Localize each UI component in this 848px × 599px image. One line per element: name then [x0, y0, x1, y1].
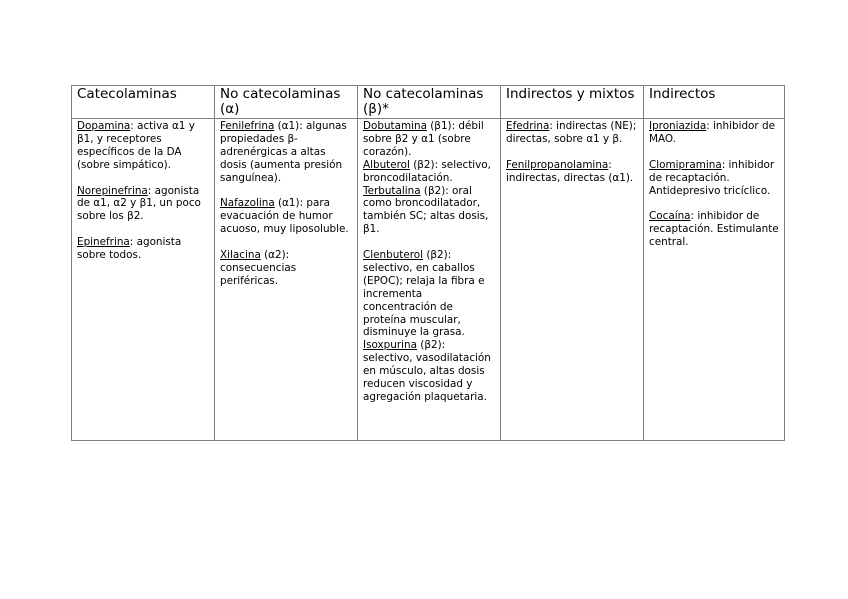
drug-name: Clomipramina [649, 158, 722, 171]
drug-description: : indirectas, directas (α1). [506, 158, 634, 184]
cell-no-catecolaminas-beta [358, 119, 501, 441]
drug-name: Terbutalina [363, 184, 421, 197]
drug-entry [77, 185, 210, 224]
drug-entry [363, 159, 496, 185]
drug-entry [220, 120, 353, 185]
drug-name: Clenbuterol [363, 249, 424, 262]
drug-description: (β2): selectivo, en caballos (EPOC); relaja la fibra e incrementa concentración de proteína muscular, disminuye la grasa. [363, 249, 485, 339]
drug-name: Iproniazida [649, 120, 707, 132]
drug-entry [506, 120, 639, 146]
drug-description: : activa α1 y β1, y receptores específicos de la DA (sobre simpático). [77, 120, 195, 171]
drug-entry [77, 236, 210, 262]
header-catecolaminas: Catecolaminas [72, 86, 215, 119]
drug-description: : inhibidor de recaptación. Antidepresivo tricíclico. [649, 158, 775, 197]
drug-name: Dopamina [77, 120, 131, 132]
drug-entry [506, 159, 639, 185]
paragraph-spacer [506, 146, 639, 159]
table-header-row [72, 86, 785, 119]
drug-description: (β2): oral como broncodilatador, también SC; altas dosis, β1. [363, 184, 489, 236]
drug-name: Efedrina [506, 120, 550, 132]
drug-name: Dobutamina [363, 120, 427, 132]
paragraph-spacer [220, 236, 353, 249]
drug-entry [649, 210, 780, 249]
drug-description: (β2): selectivo, vasodilatación en músculo, altas dosis reducen viscosidad y agregación plaquetaria. [363, 339, 491, 404]
drug-entry [77, 120, 210, 172]
paragraph-spacer [220, 185, 353, 198]
paragraph-spacer [77, 172, 210, 185]
header-indirectos: Indirectos [644, 86, 785, 119]
drug-entry [220, 197, 353, 236]
drug-entry [649, 120, 780, 146]
drug-description: : indirectas (NE); directas, sobre α1 y β. [506, 120, 637, 145]
table-row [72, 119, 785, 441]
drug-description: (α2): consecuencias periféricas. [220, 249, 297, 287]
drug-description: : inhibidor de recaptación. Estimulante central. [649, 210, 779, 249]
drug-name: Isoxpurina [363, 339, 417, 352]
paragraph-spacer [649, 197, 780, 210]
header-indirectos-y-mixtos: Indirectos y mixtos [501, 86, 644, 119]
drug-name: Cocaína [649, 210, 691, 223]
drug-name: Nafazolina [220, 197, 275, 210]
drug-entry [649, 159, 780, 198]
drug-name: Norepinefrina [77, 184, 148, 197]
drug-entry [363, 339, 496, 404]
drug-description: : agonista de α1, α2 y β1, un poco sobre los β2. [77, 184, 201, 223]
header-no-catecolaminas-alpha: No catecolaminas (α) [215, 86, 358, 119]
drug-name: Fenilpropanolamina [506, 158, 609, 171]
drug-classification-table [71, 85, 785, 441]
cell-indirectos-y-mixtos [501, 119, 644, 441]
drug-description: : agonista sobre todos. [77, 236, 182, 262]
paragraph-spacer [649, 146, 780, 159]
drug-description: (β1): débil sobre β2 y α1 (sobre corazón). [363, 120, 484, 158]
drug-description: (β2): selectivo, broncodilatación. [363, 158, 491, 184]
drug-description: (α1): para evacuación de humor acuoso, muy liposoluble. [220, 197, 349, 236]
drug-entry [363, 249, 496, 339]
drug-description: : inhibidor de MAO. [649, 120, 775, 145]
paragraph-spacer [363, 236, 496, 249]
drug-name: Albuterol [363, 158, 410, 171]
drug-entry [363, 185, 496, 237]
cell-no-catecolaminas-alpha [215, 119, 358, 441]
header-no-catecolaminas-beta: No catecolaminas (β)* [358, 86, 501, 119]
cell-indirectos [644, 119, 785, 441]
drug-name: Fenilefrina [220, 120, 275, 132]
drug-entry [363, 120, 496, 159]
cell-catecolaminas [72, 119, 215, 441]
drug-description: (α1): algunas propiedades β-adrenérgicas a altas dosis (aumenta presión sanguínea). [220, 120, 347, 184]
drug-entry [220, 249, 353, 288]
paragraph-spacer [77, 223, 210, 236]
drug-name: Xilacina [220, 249, 261, 262]
drug-name: Epinefrina [77, 236, 130, 249]
